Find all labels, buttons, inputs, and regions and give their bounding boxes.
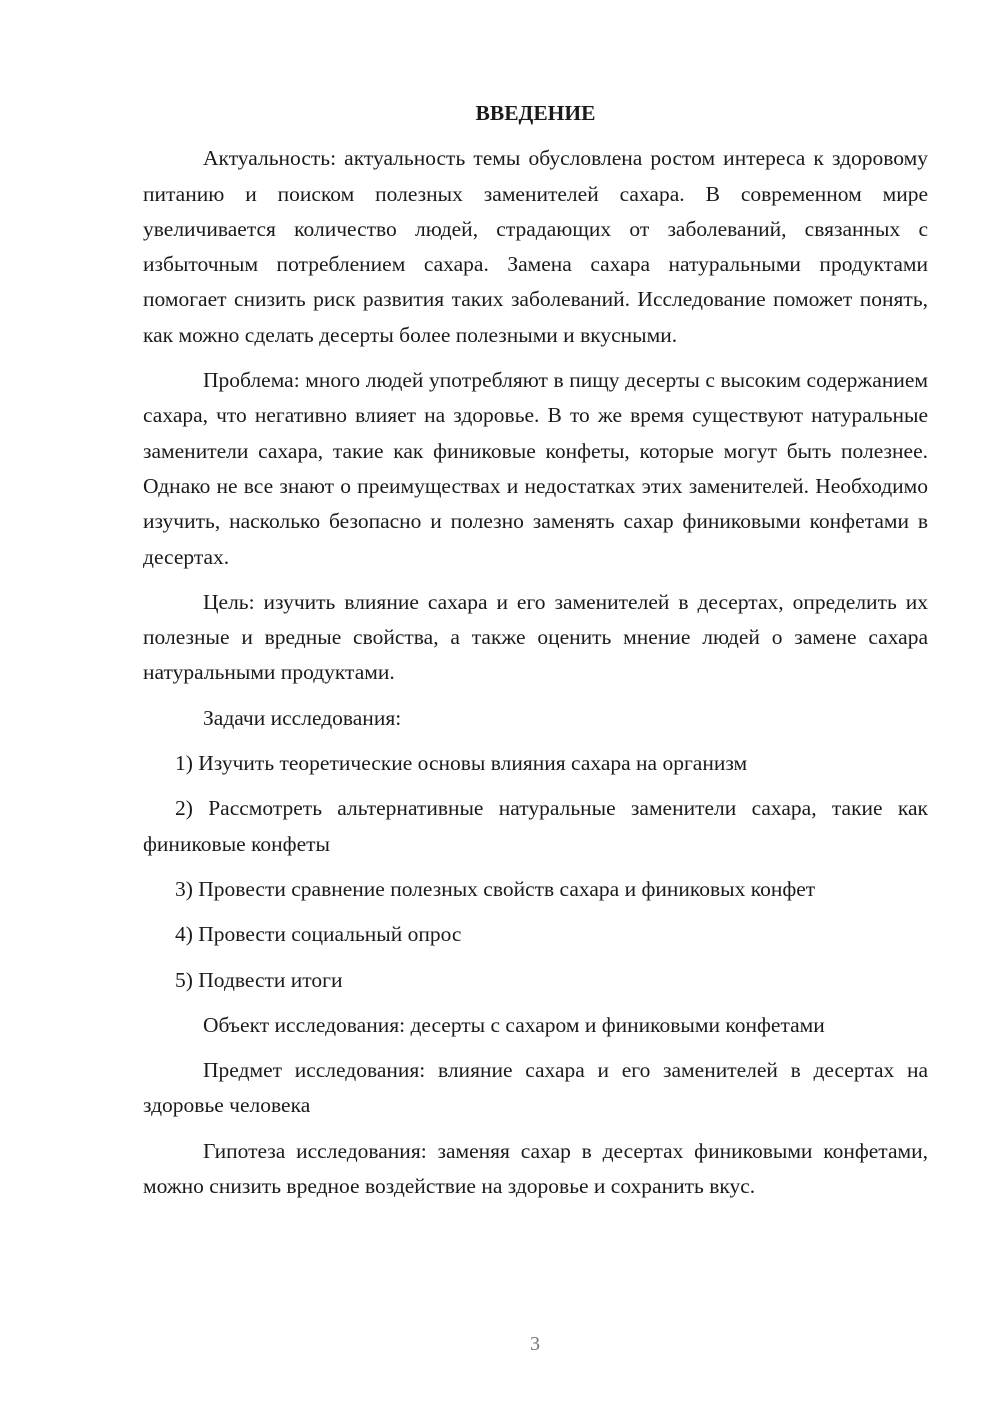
paragraph-subject: Предмет исследования: влияние сахара и его заменителей в десертах на здоровье человека <box>143 1058 928 1118</box>
paragraph-goal: Цель: изучить влияние сахара и его заменителей в десертах, определить их полезные и вредные свойства, а также оценить мнение людей о замене сахара натуральными продуктами. <box>143 589 928 685</box>
section-title: ВВЕДЕНИЕ <box>475 101 596 125</box>
task-item-3: 3) Провести сравнение полезных свойств сахара и финиковых конфет <box>175 876 816 901</box>
tasks-list <box>143 746 928 998</box>
task-item-5: 5) Подвести итоги <box>175 967 343 992</box>
task-item-1: 1) Изучить теоретические основы влияния сахара на организм <box>175 751 748 776</box>
task-item-4: 4) Провести социальный опрос <box>175 922 462 947</box>
task-item-2: 2) Рассмотреть альтернативные натуральные заменители сахара, такие как финиковые конфеты <box>143 796 928 856</box>
tasks-heading: Задачи исследования: <box>203 705 402 730</box>
page-number: 3 <box>530 1333 540 1355</box>
paragraph-hypothesis: Гипотеза исследования: заменяя сахар в десертах финиковыми конфетами, можно снизить вредное воздействие на здоровье и сохранить вкус. <box>143 1138 928 1199</box>
paragraph-relevance: Актуальность: актуальность темы обусловлена ростом интереса к здоровому питанию и поиском полезных заменителей сахара. В современном мире увеличивается количество людей, страдающих от заболеваний, связанных с избыточным потреблением сахара. Замена сахара натуральными продуктами помогает снизить риск развития таких заболеваний. Исследование поможет понять, как можно сделать десерты более полезными и вкусными. <box>143 146 928 347</box>
paragraph-object: Объект исследования: десерты с сахаром и финиковыми конфетами <box>203 1012 825 1037</box>
paragraph-problem: Проблема: много людей употребляют в пищу десерты с высоким содержанием сахара, что негативно влияет на здоровье. В то же время существуют натуральные заменители сахара, такие как финиковые конфеты, которые могут быть полезнее. Однако не все знают о преимуществах и недостатках этих заменителей. Необходимо изучить, насколько безопасно и полезно заменять сахар финиковыми конфетами в десертах. <box>143 368 928 569</box>
page-content <box>143 96 928 1214</box>
